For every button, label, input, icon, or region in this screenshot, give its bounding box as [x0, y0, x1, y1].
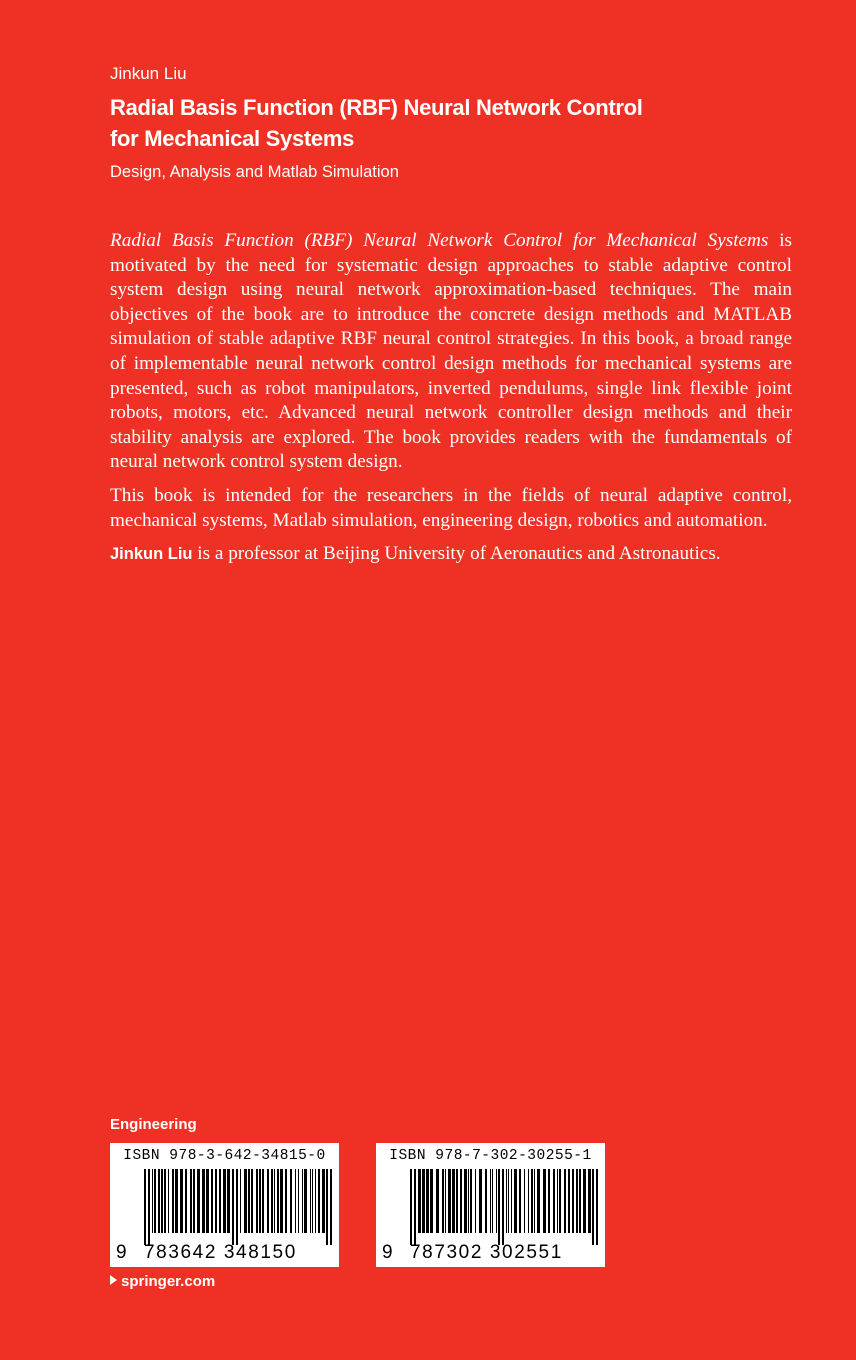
barcode-guard-bar	[596, 1169, 598, 1245]
barcode-bar	[579, 1169, 581, 1233]
barcode-bar	[251, 1169, 253, 1233]
isbn-label: ISBN 978-7-302-30255-1	[389, 1148, 592, 1164]
barcode-bar	[152, 1169, 153, 1233]
barcode-bar	[164, 1169, 166, 1233]
isbn-barcode-2	[376, 1143, 605, 1267]
barcode-bar	[479, 1169, 482, 1233]
barcode-bar	[154, 1169, 156, 1233]
barcode-bar	[492, 1169, 493, 1233]
subject-category: Engineering	[110, 1116, 197, 1133]
barcode-guard-bar	[236, 1169, 238, 1245]
barcode-bar	[219, 1169, 221, 1233]
arrow-right-icon	[110, 1275, 117, 1285]
barcode-bar	[422, 1169, 425, 1233]
barcode-bar	[240, 1169, 241, 1233]
barcode-bar	[531, 1169, 533, 1233]
barcode-guard-bar	[414, 1169, 416, 1245]
barcode-lead-digit: 9	[116, 1242, 129, 1263]
barcode-guard-bar	[326, 1169, 328, 1245]
barcode-bar	[302, 1169, 303, 1233]
barcode-guard-bar	[232, 1169, 234, 1245]
barcode-icon	[144, 1169, 332, 1245]
barcode-bar	[583, 1169, 586, 1233]
barcode-bars	[410, 1169, 598, 1245]
barcode-bar	[271, 1169, 273, 1233]
barcode-bar	[445, 1169, 446, 1233]
barcode-bar	[508, 1169, 509, 1233]
barcode-bar	[193, 1169, 195, 1233]
isbn-label: ISBN 978-3-642-34815-0	[123, 1148, 326, 1164]
barcode-digits: 787302 302551	[410, 1242, 563, 1263]
barcode-bar	[514, 1169, 517, 1233]
barcode-bar	[315, 1169, 316, 1233]
barcode-bar	[168, 1169, 169, 1233]
barcode-bar	[506, 1169, 507, 1233]
barcode-bar	[534, 1169, 535, 1233]
barcode-bar	[553, 1169, 555, 1233]
description-paragraph-1	[110, 229, 792, 475]
book-title-line-2: for Mechanical Systems	[110, 126, 355, 151]
barcode-guard-bar	[144, 1169, 146, 1245]
barcode-bar	[295, 1169, 296, 1233]
barcode-bar	[290, 1169, 292, 1233]
barcode-bar	[185, 1169, 187, 1233]
book-title-line-1: Radial Basis Function (RBF) Neural Network Control	[110, 95, 643, 120]
book-title	[110, 92, 750, 154]
barcode-bar	[436, 1169, 439, 1233]
barcode-bar	[548, 1169, 550, 1233]
barcode-bar	[161, 1169, 163, 1233]
barcode-bar	[312, 1169, 313, 1233]
barcode-bar	[304, 1169, 307, 1233]
barcode-guard-bar	[502, 1169, 504, 1245]
description-block	[110, 229, 792, 576]
barcode-digits: 783642 348150	[144, 1242, 297, 1263]
barcode-bar	[227, 1169, 230, 1233]
barcode-bar	[511, 1169, 512, 1233]
barcode-bar	[197, 1169, 200, 1233]
barcode-bar	[568, 1169, 570, 1233]
barcode-bar	[158, 1169, 160, 1233]
barcode-bar	[285, 1169, 287, 1233]
description-title-italic: Radial Basis Function (RBF) Neural Network Control for Mechanical Systems	[110, 230, 769, 251]
barcode-bar	[215, 1169, 217, 1233]
barcode-bar	[223, 1169, 226, 1233]
barcode-bar	[470, 1169, 472, 1233]
barcode-bar	[485, 1169, 487, 1233]
barcode-bar	[280, 1169, 283, 1233]
barcode-guard-bar	[330, 1169, 332, 1245]
isbn-barcode-1	[110, 1143, 339, 1267]
barcode-lead-digit: 9	[382, 1242, 395, 1263]
barcode-bar	[180, 1169, 183, 1233]
barcode-bar	[206, 1169, 209, 1233]
barcode-bar	[537, 1169, 540, 1233]
author-bio-text: is a professor at Beijing University of Aeronautics and Astronautics.	[192, 543, 721, 565]
description-paragraph-2: This book is intended for the researchers in the fields of neural adaptive control, mechanical systems, Matlab simulation, engineering design, robotics and automation.	[110, 484, 792, 531]
barcode-bar	[475, 1169, 476, 1233]
barcode-bar	[572, 1169, 574, 1233]
barcode-bar	[588, 1169, 591, 1233]
barcode-bar	[211, 1169, 213, 1233]
barcode-bar	[190, 1169, 192, 1233]
barcode-bar	[430, 1169, 433, 1233]
barcode-bar	[310, 1169, 311, 1233]
barcode-bar	[248, 1169, 250, 1233]
barcode-bar	[543, 1169, 546, 1233]
barcode-bar	[259, 1169, 261, 1233]
barcode-bar	[456, 1169, 458, 1233]
author-bio	[110, 542, 792, 567]
barcode-bar	[442, 1169, 444, 1233]
description-text: is motivated by the need for systematic design approaches to stable adaptive control system design using neural network approximation-based techniques. The main objectives of the book are to introduce the concrete design methods and MATLAB simulation of stable adaptive RBF neural control strategies. In this book, a broad range of implementable neural network control design methods for mechanical systems are presented, such as robot manipulators, inverted pendulums, single link flexible joint robots, motors, etc. Advanced neural network controller design methods and their stability analysis are explored. The book provides readers with the fundamentals of neural network control system design.	[110, 230, 792, 473]
barcode-guard-bar	[498, 1169, 500, 1245]
barcode-bar	[448, 1169, 451, 1233]
barcode-bar	[322, 1169, 325, 1233]
barcode-bar	[496, 1169, 497, 1233]
barcode-bars	[144, 1169, 332, 1245]
author-bio-name: Jinkun Liu	[110, 545, 193, 564]
barcode-bar	[557, 1169, 558, 1233]
barcode-bar	[202, 1169, 205, 1233]
barcode-icon	[410, 1169, 598, 1245]
barcode-bar	[274, 1169, 275, 1233]
barcode-bar	[318, 1169, 320, 1233]
author-name: Jinkun Liu	[110, 64, 187, 83]
barcode-guard-bar	[410, 1169, 412, 1245]
barcode-bar	[460, 1169, 462, 1233]
barcode-bar	[528, 1169, 529, 1233]
barcode-bar	[452, 1169, 455, 1233]
barcode-bar	[426, 1169, 429, 1233]
barcode-bar	[172, 1169, 174, 1233]
barcode-bar	[267, 1169, 269, 1233]
barcode-bar	[256, 1169, 258, 1233]
barcode-bar	[524, 1169, 525, 1233]
barcode-bar	[490, 1169, 491, 1233]
barcode-bar	[519, 1169, 521, 1233]
barcode-bar	[277, 1169, 279, 1233]
barcode-bar	[244, 1169, 247, 1233]
book-subtitle: Design, Analysis and Matlab Simulation	[110, 163, 399, 181]
barcode-guard-bar	[148, 1169, 150, 1245]
barcode-bar	[298, 1169, 299, 1233]
barcode-bar	[464, 1169, 467, 1233]
barcode-bar	[576, 1169, 578, 1233]
barcode-bar	[559, 1169, 561, 1233]
barcode-bar	[175, 1169, 178, 1233]
publisher-link[interactable]	[110, 1272, 215, 1292]
barcode-bar	[262, 1169, 264, 1233]
barcode-bar	[468, 1169, 469, 1233]
barcode-bar	[564, 1169, 566, 1233]
publisher-link-text[interactable]: springer.com	[121, 1273, 216, 1290]
barcode-guard-bar	[592, 1169, 594, 1245]
barcode-bar	[418, 1169, 421, 1233]
